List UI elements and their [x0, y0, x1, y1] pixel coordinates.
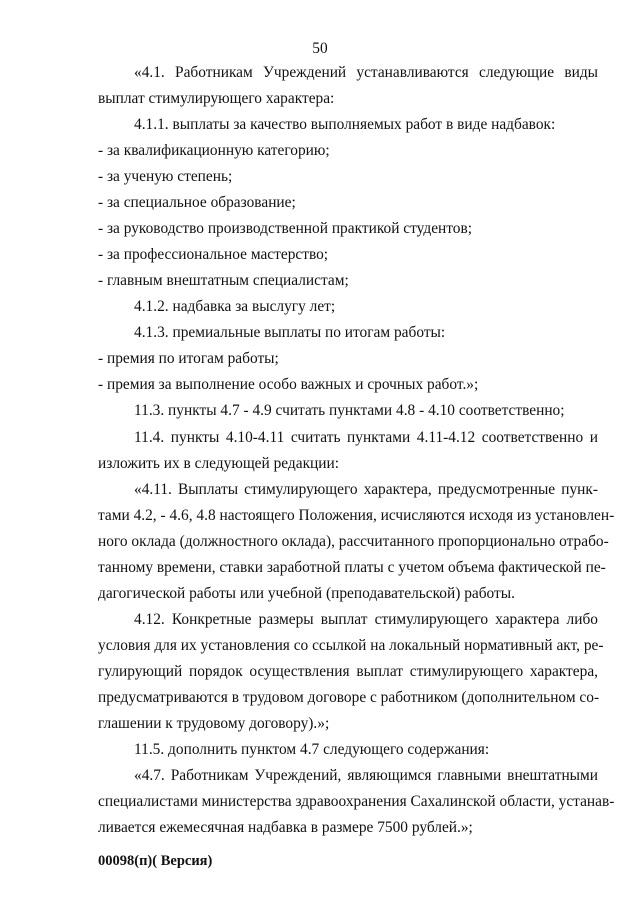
list-item: - за руководство производственной практикой студентов;	[98, 220, 473, 237]
text-line: дагогической работы или учебной (преподавательской) работы.	[98, 585, 515, 602]
text-line: 11.4. пункты 4.10-4.11 считать пунктами 4.11-4.12 соответственно и	[134, 429, 598, 446]
text-line: танному времени, ставки заработной платы с учетом объема фактической пе-	[98, 559, 606, 576]
text-line: «4.1. Работникам Учреждений устанавливаются следующие виды	[134, 64, 598, 81]
list-item: - премия по итогам работы;	[98, 350, 279, 367]
text-line: тами 4.2, - 4.6, 4.8 настоящего Положения, исчисляются исходя из установлен-	[98, 507, 615, 524]
text-line: специалистами министерства здравоохранения Сахалинской области, устанав-	[98, 793, 615, 810]
list-item: - премия за выполнение особо важных и срочных работ.»;	[98, 376, 479, 393]
list-item: - за ученую степень;	[98, 168, 233, 185]
list-item: - за профессиональное мастерство;	[98, 246, 329, 263]
list-item: - за квалификационную категорию;	[98, 142, 330, 159]
text-line: предусматриваются в трудовом договоре с работником (дополнительном со-	[98, 689, 600, 706]
text-line: 4.12. Конкретные размеры выплат стимулирующего характера либо	[134, 611, 598, 628]
list-item: - за специальное образование;	[98, 194, 296, 211]
text-line: 4.1.2. надбавка за выслугу лет;	[134, 298, 336, 315]
text-line: выплат стимулирующего характера:	[98, 90, 335, 107]
text-line: 11.3. пункты 4.7 - 4.9 считать пунктами 4.8 - 4.10 соответственно;	[134, 402, 565, 419]
text-line: 4.1.1. выплаты за качество выполняемых работ в виде надбавок:	[134, 116, 556, 133]
text-line: изложить их в следующей редакции:	[98, 455, 340, 472]
page-number: 50	[312, 40, 328, 57]
text-line: 11.5. дополнить пунктом 4.7 следующего содержания:	[134, 741, 490, 758]
document-code: 00098(п)( Версия)	[98, 853, 213, 869]
text-line: «4.11. Выплаты стимулирующего характера, предусмотренные пунк-	[134, 481, 598, 498]
text-line: гулирующий порядок осуществления выплат стимулирующего характера,	[98, 663, 598, 680]
text-line: ливается ежемесячная надбавка в размере 7500 рублей.»;	[98, 819, 473, 836]
text-line: глашении к трудовому договору).»;	[98, 715, 330, 732]
text-line: условия для их установления со ссылкой на локальный нормативный акт, ре-	[98, 637, 604, 654]
text-line: «4.7. Работникам Учреждений, являющимся главными внештатными	[134, 767, 598, 784]
text-line: 4.1.3. премиальные выплаты по итогам работы:	[134, 324, 446, 341]
list-item: - главным внештатным специалистам;	[98, 272, 349, 289]
text-line: ного оклада (должностного оклада), рассчитанного пропорционально отрабо-	[98, 533, 609, 550]
